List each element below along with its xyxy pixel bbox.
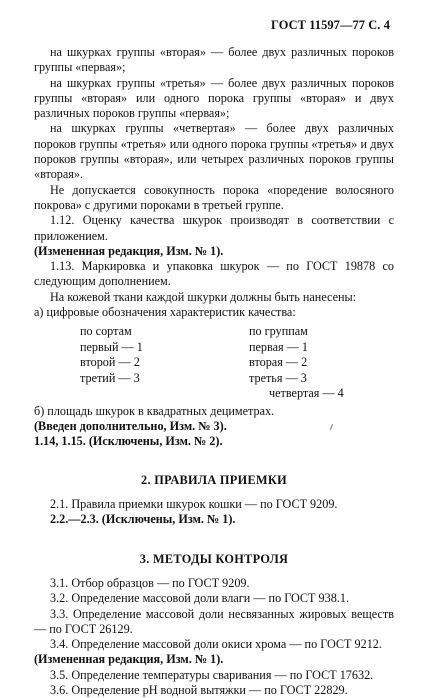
group-item: вторая — 2 bbox=[249, 355, 308, 370]
section-item: 2.1. Правила приемки шкурок кошки — по ГОСТ 9209. bbox=[50, 497, 338, 512]
group-item: первая — 1 bbox=[249, 339, 309, 354]
paragraph: Не допускается совокупность порока «поредение волосяного покрова» с другими пороками в третьей группе. bbox=[34, 182, 394, 212]
section-item: 3.1. Отбор образцов — по ГОСТ 9209. bbox=[50, 575, 250, 590]
group-item: четвертая — 4 bbox=[269, 386, 344, 401]
paragraph: на шкурках группы «четвертая» — более двух различных пороков группы «третья» или одного порока группы «третья» и двух пороков группы «вторая», или четырех различных пороков группы «вторая». bbox=[34, 121, 394, 182]
paragraph: 1.12. Оценку качества шкурок производят в соответствии с приложением. bbox=[34, 213, 394, 243]
section-title: 3. МЕТОДЫ КОНТРОЛЯ bbox=[139, 551, 289, 566]
sort-item: третий — 3 bbox=[80, 370, 140, 385]
page-body bbox=[34, 45, 394, 698]
section-item: 3.2. Определение массовой доли влаги — по ГОСТ 938.1. bbox=[50, 591, 349, 606]
amendment-note: (Введен дополнительно, Изм. № 3). bbox=[34, 419, 227, 434]
groups-heading: по группам bbox=[249, 324, 308, 339]
section-title: 2. ПРАВИЛА ПРИЕМКИ bbox=[141, 472, 287, 487]
amendment-note: 1.14, 1.15. (Исключены, Изм. № 2). bbox=[34, 434, 223, 449]
group-item: третья — 3 bbox=[249, 370, 307, 385]
paragraph: на шкурках группы «третья» — более двух различных пороков группы «вторая» или одного порока группы «вторая» и двух различных пороков группы «первая»; bbox=[34, 75, 394, 121]
sort-item: второй — 2 bbox=[80, 355, 140, 370]
paragraph: б) площадь шкурок в квадратных дециметрах. bbox=[34, 403, 275, 418]
section-item: 2.2.—2.3. (Исключены, Изм. № 1). bbox=[50, 512, 236, 527]
quality-grades-table bbox=[34, 324, 394, 402]
paragraph: на шкурках группы «вторая» — более двух различных пороков группы «первая»; bbox=[34, 45, 394, 75]
paragraph: 1.13. Маркировка и упаковка шкурок — по ГОСТ 19878 со следующим дополнением. bbox=[34, 259, 394, 289]
paragraph: На кожевой ткани каждой шкурки должны быть нанесены: bbox=[50, 289, 357, 304]
sorts-column bbox=[80, 324, 225, 402]
groups-column bbox=[249, 324, 394, 402]
paragraph: а) цифровые обозначения характеристик качества: bbox=[34, 305, 296, 320]
page-header: ГОСТ 11597—77 С. 4 bbox=[271, 18, 390, 32]
section-item: 3.3. Определение массовой доли несвязанных жировых веществ — по ГОСТ 26129. bbox=[34, 606, 394, 636]
amendment-note: (Измененная редакция, Изм. № 1). bbox=[34, 243, 224, 258]
section-item: 3.4. Определение массовой доли окиси хрома — по ГОСТ 9212. bbox=[50, 637, 382, 652]
amendment-note: (Измененная редакция, Изм. № 1). bbox=[34, 652, 224, 667]
section-item: 3.6. Определение pH водной вытяжки — по ГОСТ 22829. bbox=[50, 683, 348, 697]
sorts-heading: по сортам bbox=[80, 324, 132, 339]
section-item: 3.5. Определение температуры сваривания — по ГОСТ 17632. bbox=[50, 667, 374, 682]
sort-item: первый — 1 bbox=[80, 339, 143, 354]
